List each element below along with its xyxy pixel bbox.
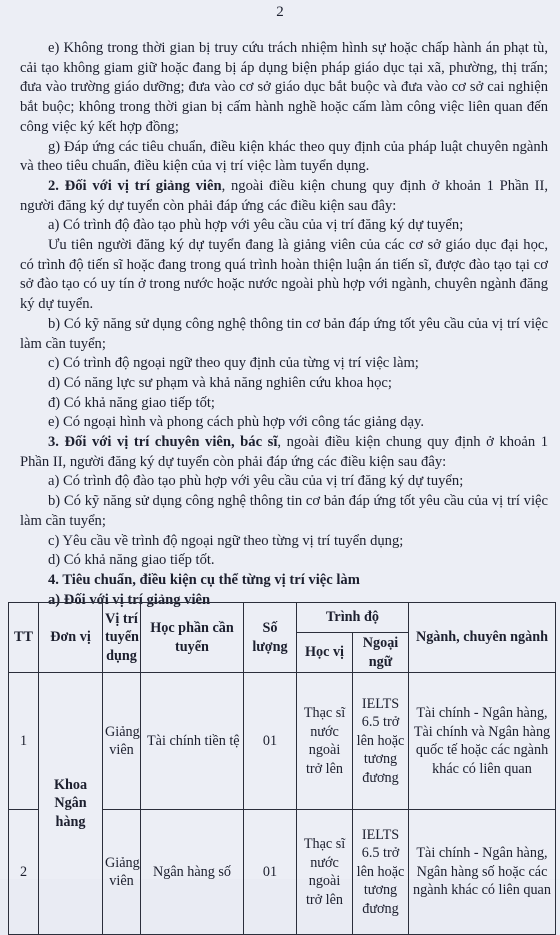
section-3-b: b) Có kỹ năng sử dụng công nghệ thông tin cơ bản đáp ứng tốt yêu cầu của vị trí việc làm cần tuyển; <box>20 493 548 529</box>
row-module: Ngân hàng số <box>141 810 244 935</box>
row-language: IELTS 6.5 trở lên hoặc tương đương <box>353 673 409 810</box>
section-2-c: c) Có trình độ ngoại ngữ theo quy định của từng vị trí việc làm; <box>48 355 419 372</box>
section-3-title: 3. Đối với vị trí chuyên viên, bác sĩ <box>48 434 278 451</box>
row-language: IELTS 6.5 trở lên hoặc tương đương <box>353 810 409 935</box>
section-3-a: a) Có trình độ đào tạo phù hợp với yêu cầu của vị trí đăng ký dự tuyển; <box>48 473 464 490</box>
document-body <box>20 39 548 610</box>
section-2-title: 2. Đối với vị trí giảng viên <box>48 177 222 194</box>
table-row <box>9 673 556 810</box>
paragraph-e: e) Không trong thời gian bị truy cứu trách nhiệm hình sự hoặc chấp hành án phạt tù, cải tạo không giam giữ hoặc đang bị áp dụng biện pháp giáo dục tại xã, phường, thị trấn; đưa vào trường giáo dưỡng; đưa vào cơ sở giáo dục bắt buộc và đưa vào cơ sở cai nghiện bắt buộc; không trong thời gian bị cấm hành nghề hoặc cấm làm công việc liên quan đến công việc ký kết hợp đồng; <box>20 40 548 135</box>
header-position: Vị trí tuyển dụng <box>103 603 141 673</box>
section-2 <box>20 177 548 216</box>
section-4-a-title: a) Đối với vị trí giảng viên <box>48 591 211 608</box>
header-major: Ngành, chuyên ngành <box>409 603 556 673</box>
section-3 <box>20 433 548 472</box>
row-quantity: 01 <box>244 673 297 810</box>
section-3-c: c) Yêu cầu về trình độ ngoại ngữ theo từng vị trí tuyển dụng; <box>48 532 404 549</box>
row-degree: Thạc sĩ nước ngoài trở lên <box>297 810 353 935</box>
section-2-e: e) Có ngoại hình và phong cách phù hợp với công tác giảng dạy. <box>48 414 424 431</box>
header-unit: Đơn vị <box>39 603 103 673</box>
row-module: Tài chính tiền tệ <box>141 673 244 810</box>
unit-cell: Khoa Ngân hàng <box>39 673 103 935</box>
header-language: Ngoại ngữ <box>353 633 409 673</box>
header-degree: Học vị <box>297 633 353 673</box>
header-quantity: Số lượng <box>244 603 297 673</box>
row-tt: 2 <box>9 810 39 935</box>
row-degree: Thạc sĩ nước ngoài trở lên <box>297 673 353 810</box>
section-2-b: b) Có kỹ năng sử dụng công nghệ thông tin cơ bản đáp ứng tốt yêu cầu của vị trí việc làm cần tuyển; <box>20 315 548 352</box>
table-header-row <box>9 603 556 633</box>
row-major: Tài chính - Ngân hàng, Tài chính và Ngân hàng quốc tế hoặc các ngành khác có liên quan <box>409 673 556 810</box>
page-number: 2 <box>276 4 284 20</box>
row-position: Giảng viên <box>103 810 141 935</box>
section-2-a: a) Có trình độ đào tạo phù hợp với yêu cầu của vị trí đăng ký dự tuyển; <box>48 217 464 234</box>
section-2-priority: Ưu tiên người đăng ký dự tuyển đang là giảng viên của các cơ sở giáo dục đại học, có trình độ tiến sĩ hoặc đang trong quá trình hoàn thiện luận án tiến sĩ, được đào tạo tại cơ sở đào tạo có uy tín ở trong nước hoặc nước ngoài phù hợp với ngành, chuyên ngành đăng ký dự tuyển. <box>20 237 548 313</box>
header-module: Học phần cần tuyển <box>141 603 244 673</box>
section-3-text: , ngoài điều kiện chung quy định ở khoản 1 Phần II, người đăng ký dự tuyển còn phải đáp ứng các điều kiện sau đây: <box>20 434 548 470</box>
row-position: Giảng viên <box>103 673 141 810</box>
recruitment-table <box>8 602 556 935</box>
row-quantity: 01 <box>244 810 297 935</box>
header-level: Trình độ <box>297 603 409 633</box>
section-2-dd: đ) Có khả năng giao tiếp tốt; <box>48 394 215 411</box>
row-tt: 1 <box>9 673 39 810</box>
section-3-d: d) Có khả năng giao tiếp tốt. <box>48 552 215 569</box>
header-tt: TT <box>9 603 39 673</box>
section-2-text: , ngoài điều kiện chung quy định ở khoản 1 Phần II, người đăng ký dự tuyển còn phải đáp ứng các điều kiện sau đây: <box>20 177 548 214</box>
section-2-d: d) Có năng lực sư phạm và khả năng nghiên cứu khoa học; <box>48 374 392 391</box>
section-4-title: 4. Tiêu chuẩn, điều kiện cụ thể từng vị trí việc làm <box>48 571 360 588</box>
paragraph-g: g) Đáp ứng các tiêu chuẩn, điều kiện khác theo quy định của pháp luật chuyên ngành và theo tiêu chuẩn, điều kiện của vị trí việc làm tuyển dụng. <box>20 138 548 175</box>
row-major: Tài chính - Ngân hàng, Ngân hàng số hoặc các ngành khác có liên quan <box>409 810 556 935</box>
